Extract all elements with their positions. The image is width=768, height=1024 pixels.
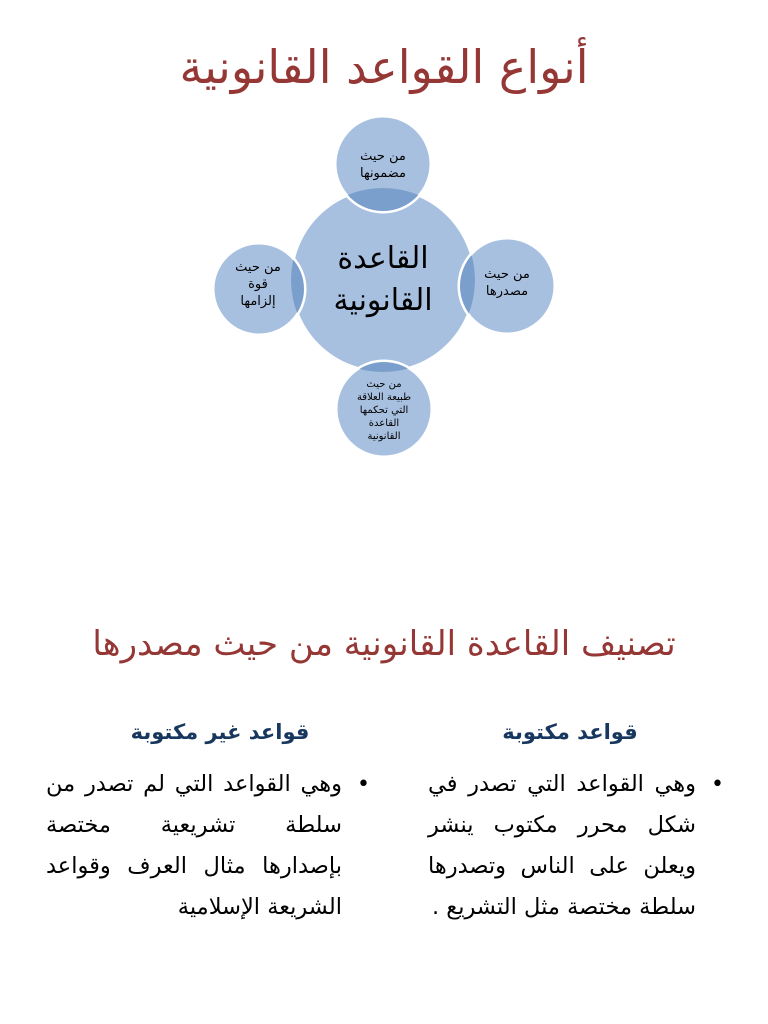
bottom-label-line: من حيث [366, 378, 402, 390]
written-rules-body [428, 764, 726, 928]
written-rules-heading: قواعد مكتوبة [502, 720, 638, 744]
diagram-center-label [300, 225, 466, 335]
diagram-top-label [335, 134, 431, 196]
diagram-left-label [215, 244, 301, 324]
slide-source-classification [0, 512, 768, 1024]
center-label-line: القانونية [333, 283, 433, 318]
bullet-text: وهي القواعد التي تصدر في شكل محرر مكتوب ينشر ويعلن على الناس وتصدرها سلطة مختصة مثل التشريع . [428, 771, 696, 920]
unwritten-rules-body [46, 764, 372, 928]
diagram-bottom-label [337, 362, 431, 458]
left-label-line: إلزامها [240, 293, 276, 309]
center-label-line: القاعدة [337, 241, 429, 276]
slide-title: أنواع القواعد القانونية [179, 40, 589, 94]
right-label-line: من حيث [484, 267, 530, 282]
bottom-label-line: القانونية [367, 430, 401, 442]
unwritten-rules-heading: قواعد غير مكتوبة [130, 720, 310, 744]
left-label-line: قوة [248, 276, 268, 292]
top-label-line: مضمونها [359, 166, 407, 181]
top-label-line: من حيث [360, 149, 406, 164]
diagram-right-label [462, 252, 552, 314]
bottom-label-line: طبيعة العلاقة [356, 391, 412, 403]
left-label-line: من حيث [235, 259, 281, 275]
bottom-label-line: القاعدة [368, 417, 400, 429]
right-label-line: مصدرها [485, 284, 529, 299]
bullet-text: وهي القواعد التي لم تصدر من سلطة تشريعية مختصة بإصدارها مثال العرف وقواعد الشريعة الإسلامية [46, 771, 342, 920]
bottom-label-line: التي تحكمها [359, 404, 409, 416]
bullet-icon: • [711, 772, 724, 797]
bullet-item [46, 764, 372, 928]
bullet-item [428, 764, 726, 928]
bullet-icon: • [357, 772, 370, 797]
slide-title: تصنيف القاعدة القانونية من حيث مصدرها [92, 624, 676, 664]
